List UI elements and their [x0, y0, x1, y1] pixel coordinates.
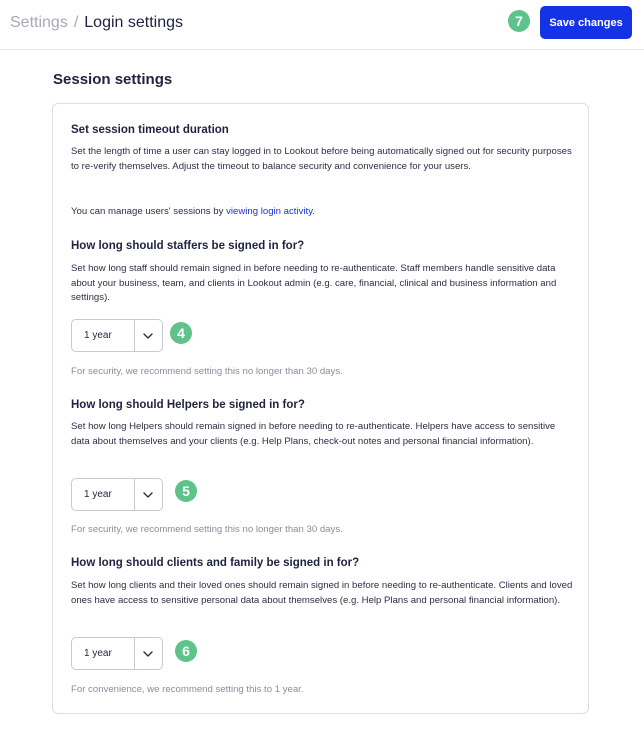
chevron-down-icon	[141, 647, 155, 661]
staff-description: Set how long staff should remain signed in before needing to re-authenticate. Staff members handle sensitive data about your business, team, and clients in Lookout admin (e.g. care, financial, clinical and business information and settings).	[71, 263, 557, 304]
chevron-down-icon	[141, 329, 155, 343]
page-title: Login settings	[84, 14, 183, 31]
breadcrumb	[10, 13, 183, 33]
step-badge-7: 7	[508, 10, 530, 32]
clients-duration-select[interactable]	[71, 637, 163, 670]
section-title: Session settings	[53, 71, 173, 88]
timeout-title: Set session timeout duration	[71, 124, 229, 136]
select-divider	[134, 320, 135, 351]
staff-duration-value: 1 year	[84, 330, 112, 341]
clients-title: How long should clients and family be signed in for?	[71, 557, 360, 569]
timeout-description: Set the length of time a user can stay logged in to Lookout before being automatically signed out for security purposes to re-verify themselves. Adjust the timeout to balance security and convenience for your users.	[71, 146, 572, 172]
step-badge-6: 6	[175, 640, 197, 662]
helpers-hint: For security, we recommend setting this no longer than 30 days.	[71, 524, 343, 535]
manage-sessions-suffix: .	[312, 206, 315, 217]
step-badge-4: 4	[170, 322, 192, 344]
step-badge-5: 5	[175, 480, 197, 502]
helpers-description: Set how long Helpers should remain signed in before needing to re-authenticate. Helpers have access to sensitive data about themselves and your clients (e.g. Help Plans, check-out notes and personal financial information).	[71, 421, 556, 447]
breadcrumb-settings-link[interactable]: Settings	[10, 14, 68, 31]
viewing-login-activity-link[interactable]: viewing login activity	[226, 206, 313, 217]
staff-hint: For security, we recommend setting this no longer than 30 days.	[71, 366, 343, 377]
clients-duration-value: 1 year	[84, 648, 112, 659]
helpers-title: How long should Helpers be signed in for?	[71, 399, 305, 411]
chevron-down-icon	[141, 488, 155, 502]
helpers-duration-value: 1 year	[84, 489, 112, 500]
save-changes-button[interactable]: Save changes	[540, 6, 632, 39]
clients-description: Set how long clients and their loved ones should remain signed in before needing to re-authenticate. Clients and loved ones have access to sensitive personal data about themselves (e.g. Help Plans and personal financial information).	[71, 580, 573, 606]
top-bar	[0, 0, 644, 50]
manage-sessions-prefix: You can manage users' sessions by	[71, 206, 227, 217]
select-divider	[134, 638, 135, 669]
breadcrumb-separator: /	[73, 14, 79, 31]
staff-duration-select[interactable]	[71, 319, 163, 352]
helpers-duration-select[interactable]	[71, 478, 163, 511]
select-divider	[134, 479, 135, 510]
staff-title: How long should staffers be signed in for?	[71, 240, 305, 252]
session-settings-card	[52, 103, 589, 714]
clients-hint: For convenience, we recommend setting this to 1 year.	[71, 684, 304, 695]
manage-sessions-text	[71, 205, 576, 220]
